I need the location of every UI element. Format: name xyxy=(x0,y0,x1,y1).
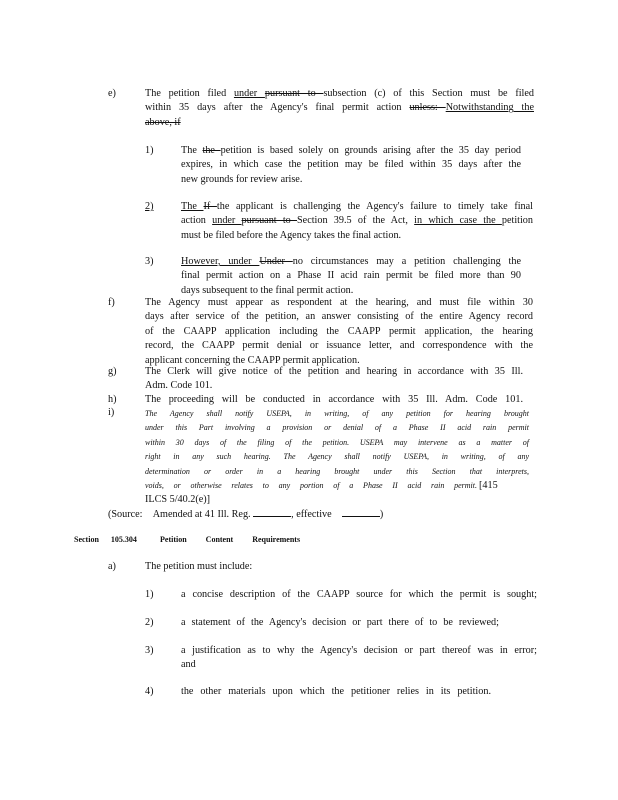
subsection-a-item-4-label: 4) xyxy=(145,686,154,697)
subsection-a-item-4-text: the other materials upon which the petitioner relies in its petition. xyxy=(181,686,491,697)
subsection-i-text: The Agency shall notify USEPA, in writing, of any petition for hearing brought under this Part involving a provision or denial of a Phase II acid rain permit within 30 days of the filing of the petition. USEPA may intervene as a matter of right in any such hearing. The Agency shall notify USEPA, in writing, of any determination or order in a hearing brought under this Section that interprets, voids, or otherwise relates to any portion of a Phase II acid rain permit. [415 xyxy=(145,409,529,492)
subsection-g-text: The Clerk will give notice of the petition and hearing in accordance with 35 Ill. Adm. Code 101. xyxy=(145,366,523,392)
subsection-a-item-2-text: a statement of the Agency's decision or part there of to be reviewed; xyxy=(181,617,499,628)
subsection-i-citation: ILCS 5/40.2(e)] xyxy=(145,494,211,505)
subsection-a-item-1-label: 1) xyxy=(145,589,154,600)
register-blank xyxy=(253,506,291,517)
subsection-a-intro: The petition must include: xyxy=(145,561,253,572)
subsection-i-label: i) xyxy=(108,407,115,418)
subsection-h-text: The proceeding will be conducted in accordance with 35 Ill. Adm. Code 101. xyxy=(145,394,523,405)
source-note: (Source: Amended at 41 Ill. Reg. , effective ) xyxy=(108,506,383,522)
subsection-e-line-2: within 35 days after the Agency's final permit action unless: Notwithstanding the xyxy=(145,102,534,114)
subsection-e-item-2-text: The If the applicant is challenging the Agency's failure to timely take final action under pursuant to Section 39.5 of the Act, in which case the petition must be filed before the Agency takes the final action. xyxy=(181,201,533,241)
subsection-a-item-2-label: 2) xyxy=(145,617,154,628)
section-number: Section 105.304 xyxy=(74,535,137,544)
subsection-f-text: The Agency must appear as respondent at the hearing, and must file within 30 days after service of the petition, an answer consisting of the entire Agency record of the CAAPP application including the CAAPP permit application, the hearing record, the CAAPP permit denial or issuance letter, and correspondence with the applicant concerning the CAAPP permit application. xyxy=(145,297,533,366)
subsection-a-item-1-text: a concise description of the CAAPP source for which the permit is sought; xyxy=(181,589,537,600)
section-heading xyxy=(74,535,301,544)
subsection-a-item-3-label: 3) xyxy=(145,645,154,656)
subsection-e-line-1: The petition filed under pursuant to subsection (c) of this Section must be filed xyxy=(145,88,534,99)
subsection-g-label: g) xyxy=(108,366,117,377)
subsection-e-line-3: above, if xyxy=(145,116,181,128)
subsection-e-item-3-text: However, under Under no circumstances may a petition challenging the final permit action on a Phase II acid rain permit be filed more than 90 days subsequent to the final permit action. xyxy=(181,256,521,296)
section-title: Petition Content Requirements xyxy=(160,535,301,544)
subsection-a-label: a) xyxy=(108,561,116,572)
subsection-e-text xyxy=(145,87,534,130)
effective-date-blank xyxy=(342,506,380,517)
subsection-e-item-1-label: 1) xyxy=(145,145,154,156)
subsection-f-label: f) xyxy=(108,297,115,308)
subsection-h-label: h) xyxy=(108,394,117,405)
subsection-e-label: e) xyxy=(108,88,116,99)
subsection-e-item-3-label: 3) xyxy=(145,256,154,267)
subsection-a-item-3-text: a justification as to why the Agency's decision or part thereof was in error; and xyxy=(181,645,537,671)
subsection-e-item-2-label: 2) xyxy=(145,201,154,212)
subsection-e-item-1-text: The the petition is based solely on grounds arising after the 35 day period expires, in which case the petition may be filed within 35 days after the new grounds for review arise. xyxy=(181,145,522,185)
